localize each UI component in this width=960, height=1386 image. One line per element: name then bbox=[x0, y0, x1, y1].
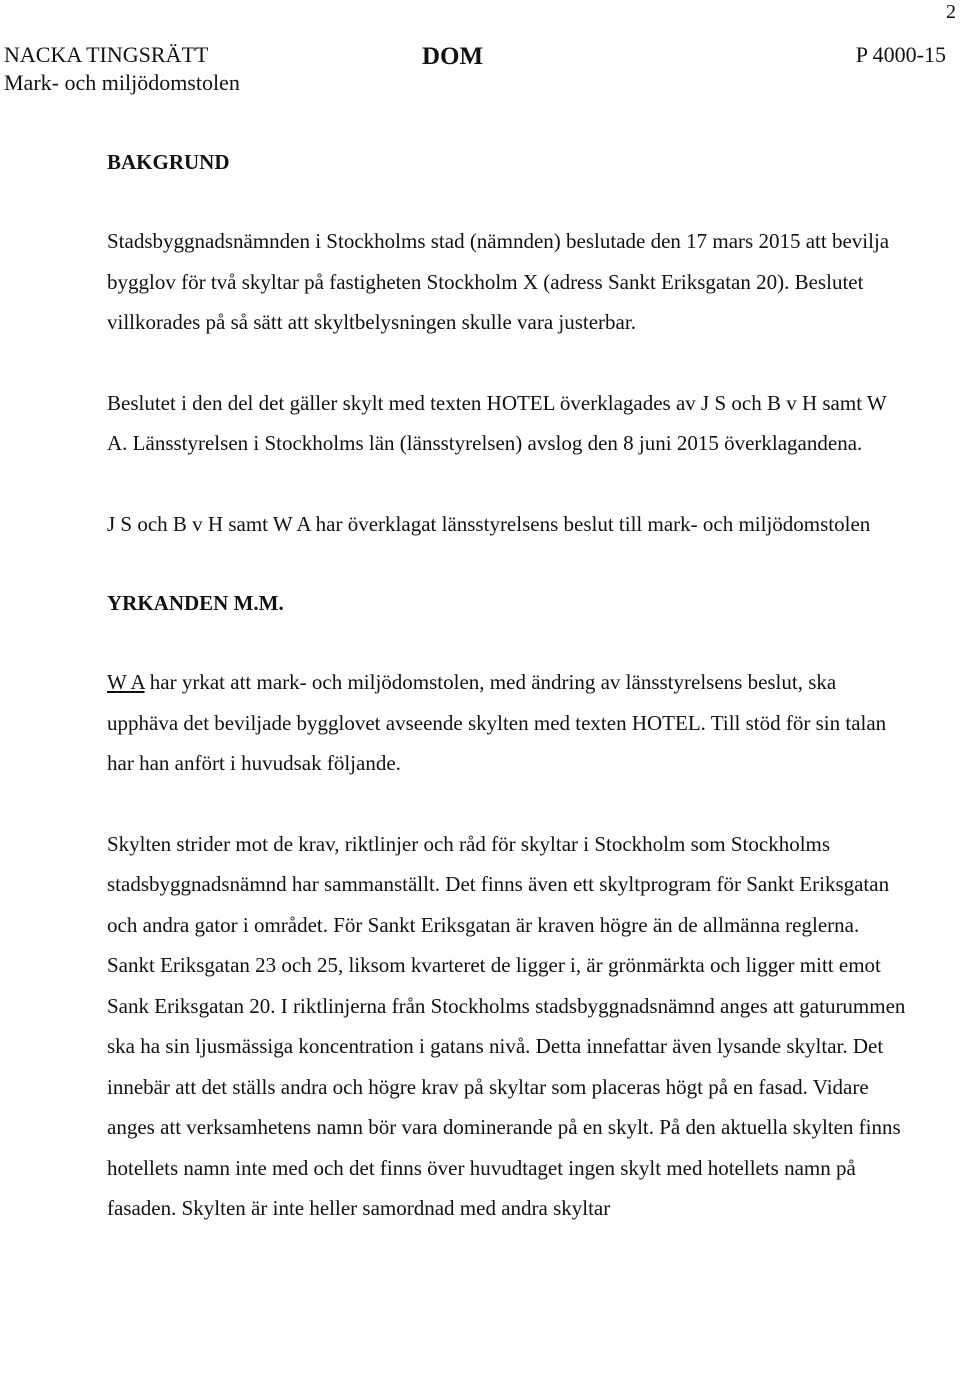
document-header bbox=[0, 40, 960, 100]
paragraph-bakgrund-2: Beslutet i den del det gäller skylt med texten HOTEL överklagades av J S och B v H samt W A. Länsstyrelsen i Stockholms län (länsstyrelsen) avslog den 8 juni 2015 överklagandena. bbox=[107, 390, 887, 455]
court-name: NACKA TINGSRÄTT bbox=[4, 42, 209, 67]
paragraph-yrkanden-1-text: har yrkat att mark- och miljödomstolen, med ändring av länsstyrelsens beslut, ska upphäva det beviljade bygglovet avseende skylten med texten HOTEL. Till stöd för sin talan har han anfört i huvudsak följande. bbox=[107, 670, 887, 775]
document-body bbox=[107, 145, 907, 1229]
paragraph-yrkanden-1 bbox=[107, 662, 907, 784]
section-heading-bakgrund: BAKGRUND bbox=[107, 150, 230, 174]
case-number: P 4000-15 bbox=[855, 42, 946, 67]
court-division: Mark- och miljödomstolen bbox=[4, 70, 240, 95]
document-type: DOM bbox=[422, 43, 484, 70]
section-heading-yrkanden: YRKANDEN M.M. bbox=[107, 591, 284, 615]
paragraph-yrkanden-2: Skylten strider mot de krav, riktlinjer och råd för skyltar i Stockholm som Stockholms stadsbyggnadsnämnd har sammanställt. Det finns även ett skyltprogram för Sankt Eriksgatan och andra gator i området. För Sankt Eriksgatan är kraven högre än de allmänna reglerna. Sankt Eriksgatan 23 och 25, liksom kvarteret de ligger i, är grönmärkta och ligger mitt emot Sank Eriksgatan 20. I riktlinjerna från Stockholms stadsbyggnadsnämnd anges att gaturummen ska ha sin ljusmässiga koncentration i gatans nivå. Detta innefattar även lysande skyltar. Det innebär att det ställs andra och högre krav på skyltar som placeras högt på en fasad. Vidare anges att verksamhetens namn bör vara dominerande på en skylt. På den aktuella skylten finns hotellets namn inte med och det finns över huvudtaget ingen skylt med hotellets namn på fasaden. Skylten är inte heller samordnad med andra skyltar bbox=[107, 831, 906, 1220]
paragraph-bakgrund-3: J S och B v H samt W A har överklagat länsstyrelsens beslut till mark- och miljödomstolen bbox=[107, 511, 871, 536]
page-number: 2 bbox=[946, 1, 956, 23]
party-name: W A bbox=[107, 670, 145, 694]
paragraph-bakgrund-1: Stadsbyggnadsnämnden i Stockholms stad (nämnden) beslutade den 17 mars 2015 att bevilja bygglov för två skyltar på fastigheten Stockholm X (adress Sankt Eriksgatan 20). Beslutet villkorades på så sätt att skyltbelysningen skulle vara justerbar. bbox=[107, 229, 890, 334]
